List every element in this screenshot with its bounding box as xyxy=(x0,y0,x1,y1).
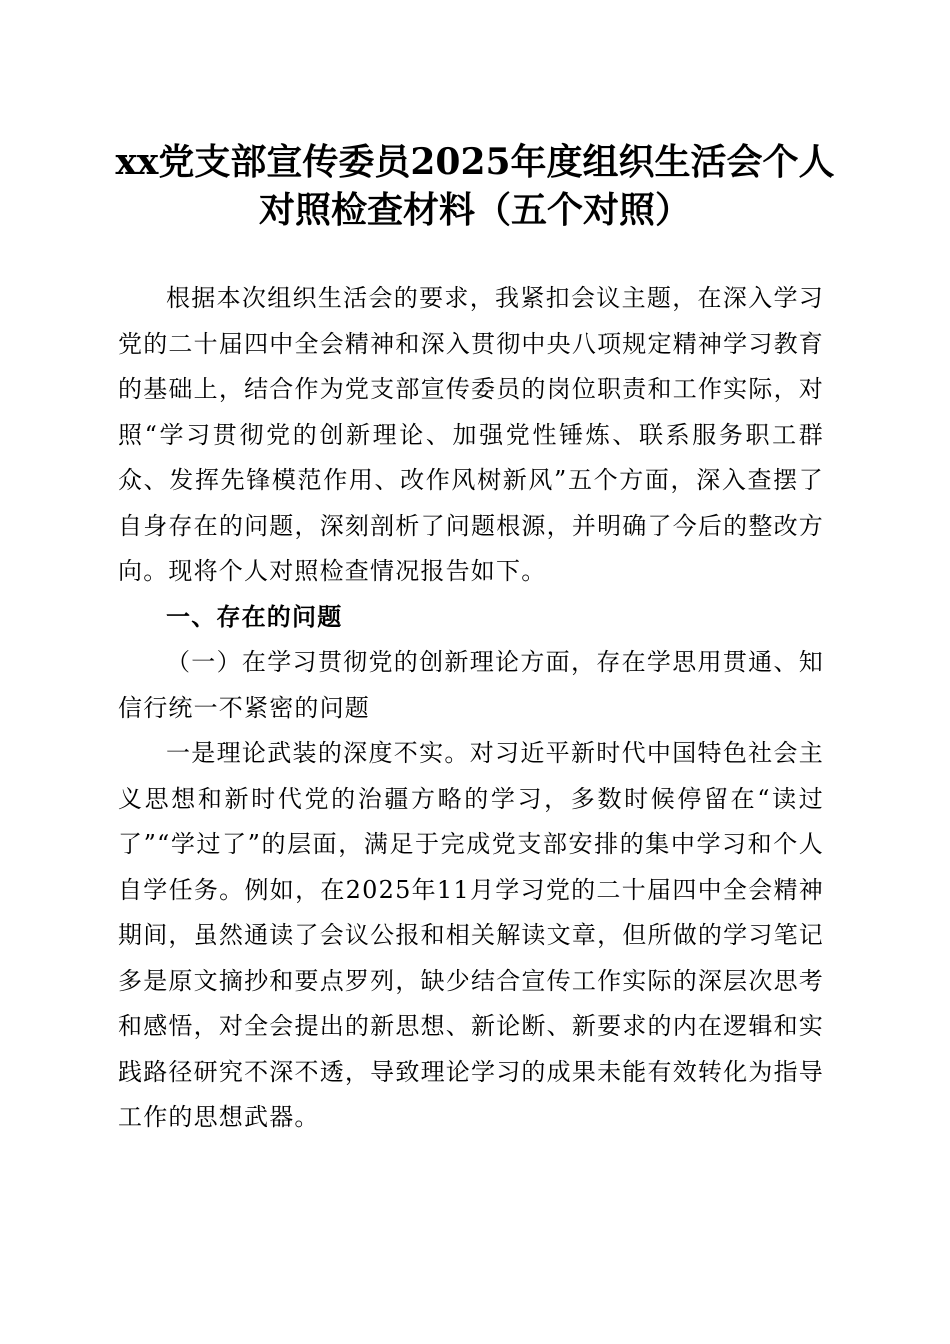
point-text-1: 对习近平新时代中国特色社会主义思想和新时代党的治疆方略的学习，多数时候停留在“读过了”“学过了”的层面，满足于完成党支部安排的集中学习和个人自学任务。例如，在2025年11月学习党的二十届四中全会精神期间，虽然通读了会议公报和相关解读文章，但所做的学习笔记多是原文摘抄和要点罗列，缺少结合宣传工作实际的深层次思考和感悟，对全会提出的新思想、新论断、新要求的内在逻辑和实践路径研究不深不透，导致理论学习的成果未能有效转化为指导工作的思想武器。 xyxy=(118,739,824,1131)
intro-paragraph: 根据本次组织生活会的要求，我紧扣会议主题，在深入学习党的二十届四中全会精神和深入贯彻中央八项规定精神学习教育的基础上，结合作为党支部宣传委员的岗位职责和工作实际，对照“学习贯彻党的创新理论、加强党性锤炼、联系服务职工群众、发挥先锋模范作用、改作风树新风”五个方面，深入查摆了自身存在的问题，深刻剖析了问题根源，并明确了今后的整改方向。现将个人对照检查情况报告如下。 xyxy=(118,284,824,585)
subsection-heading-theory: （一）在学习贯彻党的创新理论方面，存在学思用贯通、知信行统一不紧密的问题 xyxy=(118,648,824,722)
point-paragraph-1 xyxy=(118,731,824,1141)
point-lead-1: 一是理论武装的深度不实。 xyxy=(166,739,470,767)
document-body xyxy=(118,276,824,1141)
section-heading-problems: 一、存在的问题 xyxy=(166,602,343,631)
title-line-1: xx党支部宣传委员2025年度组织生活会个人 xyxy=(115,141,835,183)
title-line-2: 对照检查材料（五个对照） xyxy=(258,189,691,231)
document-title xyxy=(0,138,950,234)
